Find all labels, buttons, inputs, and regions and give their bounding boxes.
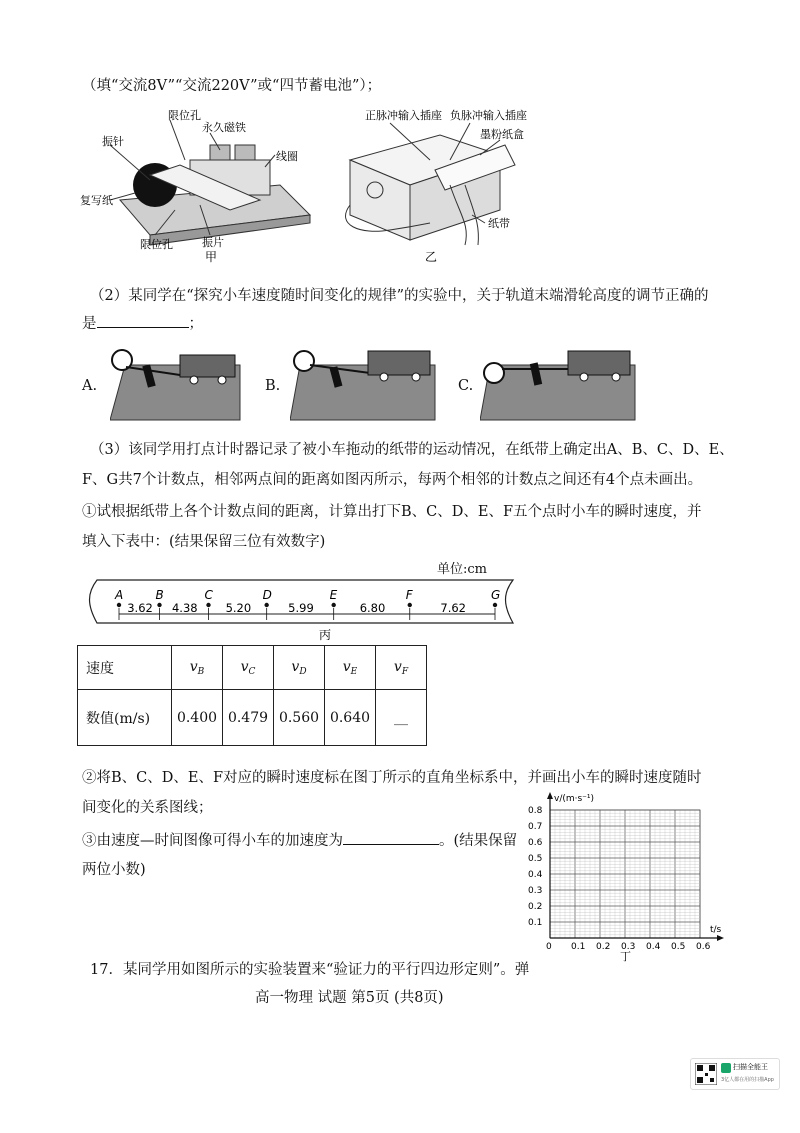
fill-instruction: （填“交流8V”“交流220V”或“四节蓄电池”）； bbox=[82, 78, 382, 94]
q3-line1: （3）该同学用打点计时器记录了被小车拖动的纸带的运动情况，在纸带上确定出A、B、C、D、E、 bbox=[90, 442, 734, 458]
tape-point-label-E: E bbox=[329, 588, 338, 602]
q17-text: 17．某同学用如图所示的实验装置来“验证力的平行四边形定则”。弹 bbox=[90, 962, 530, 978]
x-tick-2: 0.2 bbox=[596, 942, 611, 952]
q3-line2: F、G共7个计数点，相邻两点间的距离如图丙所示，每两个相邻的计数点之间还有4个点未画出。 bbox=[82, 472, 703, 488]
tape-point-label-F: F bbox=[405, 588, 413, 602]
y-tick-3: 0.5 bbox=[528, 854, 543, 864]
y-axis-label: v/(m·s⁻¹) bbox=[554, 794, 595, 804]
velocity-table bbox=[77, 645, 427, 746]
q2-blank[interactable] bbox=[97, 313, 189, 328]
header-vc: $v_C$ bbox=[223, 646, 274, 690]
label-carbon-paper: 复写纸 bbox=[80, 194, 113, 207]
q3-part3-suffix: 。(结果保留 bbox=[439, 833, 518, 849]
figure-jia bbox=[80, 105, 320, 265]
watermark-title: 扫描全能王 bbox=[733, 1063, 768, 1071]
tape-point-A bbox=[117, 603, 121, 607]
label-magnet: 永久磁铁 bbox=[202, 121, 246, 134]
tape-point-G bbox=[493, 603, 497, 607]
figure-bing-tape bbox=[85, 575, 525, 645]
tape-marks bbox=[114, 588, 500, 620]
tape-distance-5: 7.62 bbox=[440, 601, 466, 615]
tape-point-label-B: B bbox=[155, 588, 164, 602]
tape-point-F bbox=[408, 603, 412, 607]
caption-yi: 乙 bbox=[425, 250, 438, 264]
label-paper-tape: 纸带 bbox=[488, 217, 510, 230]
tape-unit-label: 单位:cm bbox=[437, 562, 487, 577]
x-tick-5: 0.5 bbox=[671, 942, 686, 952]
header-vb: $v_B$ bbox=[172, 646, 223, 690]
tape-distance-2: 5.20 bbox=[225, 601, 252, 615]
x-tick-6: 0.6 bbox=[696, 942, 711, 952]
q3-part3-prefix: ③由速度—时间图像可得小车的加速度为 bbox=[82, 833, 343, 849]
q3-part3-line bbox=[82, 830, 517, 851]
q3-part3-line2: 两位小数) bbox=[82, 862, 146, 878]
table-row-header bbox=[78, 646, 427, 690]
y-tick-0: 0.8 bbox=[528, 806, 543, 816]
option-c-label: C. bbox=[458, 378, 474, 394]
y-tick-1: 0.7 bbox=[528, 822, 543, 832]
x-axis-label: t/s bbox=[710, 925, 722, 935]
label-negative-socket: 负脉冲输入插座 bbox=[450, 109, 527, 122]
table-row-values bbox=[78, 690, 427, 746]
figure-yi bbox=[330, 105, 540, 265]
option-b-label: B. bbox=[265, 378, 281, 394]
label-coil: 线圈 bbox=[276, 150, 298, 163]
value-ve: 0.640 bbox=[325, 690, 376, 746]
option-c-figure bbox=[480, 345, 640, 423]
q3-line3: ①试根据纸带上各个计数点间的距离，计算出打下B、C、D、E、F五个点时小车的瞬时速度，并 bbox=[82, 504, 702, 520]
value-vc: 0.479 bbox=[223, 690, 274, 746]
y-tick-7: 0.1 bbox=[528, 918, 543, 928]
y-tick-2: 0.6 bbox=[528, 838, 543, 848]
value-vd: 0.560 bbox=[274, 690, 325, 746]
q2-suffix: ； bbox=[188, 316, 203, 332]
figure-ding-graph bbox=[520, 788, 730, 963]
value-vf[interactable]: __ bbox=[376, 690, 427, 746]
q3-part2-line1: ②将B、C、D、E、F对应的瞬时速度标在图丁所示的直角坐标系中，并画出小车的瞬时速度随时 bbox=[82, 770, 702, 786]
x-tick-4: 0.4 bbox=[646, 942, 661, 952]
y-axis-arrow-icon bbox=[547, 792, 553, 799]
tape-point-label-C: C bbox=[204, 588, 213, 602]
option-a-figure bbox=[110, 345, 245, 423]
tape-point-label-A: A bbox=[115, 588, 124, 602]
table-header-value: 数值(m/s) bbox=[78, 690, 172, 746]
label-xianweikong-bottom: 限位孔 bbox=[140, 238, 173, 251]
y-tick-6: 0.2 bbox=[528, 902, 543, 912]
label-toner-box: 墨粉纸盒 bbox=[480, 128, 524, 141]
value-vb: 0.400 bbox=[172, 690, 223, 746]
tape-distance-3: 5.99 bbox=[288, 601, 314, 615]
tape-point-E bbox=[331, 603, 335, 607]
tape-point-C bbox=[206, 603, 210, 607]
graph-grid bbox=[550, 810, 700, 938]
qr-code-icon bbox=[695, 1063, 717, 1085]
caption-bing: 丙 bbox=[319, 628, 332, 642]
q3-part2-line2: 间变化的关系图线； bbox=[82, 800, 213, 816]
y-tick-4: 0.4 bbox=[528, 870, 543, 880]
header-ve: $v_E$ bbox=[325, 646, 376, 690]
q2-text: （2）某同学在“探究小车速度随时间变化的规律”的实验中，关于轨道末端滑轮高度的调节正确的 bbox=[90, 288, 709, 304]
option-b-figure bbox=[290, 345, 440, 423]
graph-ticks bbox=[528, 806, 711, 952]
x-tick-3: 0.3 bbox=[621, 942, 636, 952]
camscanner-badge bbox=[690, 1058, 780, 1090]
tape-distance-0: 3.62 bbox=[127, 601, 153, 615]
tape-distance-1: 4.38 bbox=[171, 601, 198, 615]
label-zhenzhen: 振针 bbox=[102, 135, 124, 148]
x-tick-0: 0 bbox=[546, 942, 552, 952]
option-a-label: A. bbox=[82, 378, 98, 394]
x-axis-arrow-icon bbox=[717, 935, 724, 941]
tape-point-D bbox=[264, 603, 268, 607]
label-xianweikong-top: 限位孔 bbox=[168, 109, 201, 122]
header-vf: $v_F$ bbox=[376, 646, 427, 690]
q2-prefix: 是 bbox=[82, 316, 97, 332]
x-tick-1: 0.1 bbox=[571, 942, 586, 952]
caption-jia: 甲 bbox=[205, 250, 218, 264]
tape-point-label-D: D bbox=[262, 588, 272, 602]
header-vd: $v_D$ bbox=[274, 646, 325, 690]
table-header-speed: 速度 bbox=[78, 646, 172, 690]
tape-point-label-G: G bbox=[491, 588, 501, 602]
page-footer: 高一物理 试题 第5页 (共8页) bbox=[255, 990, 444, 1006]
watermark-subtitle: 3亿人都在用的扫描App bbox=[721, 1077, 774, 1083]
acceleration-blank[interactable] bbox=[343, 830, 439, 845]
q2-answer-line bbox=[82, 313, 203, 334]
y-tick-5: 0.3 bbox=[528, 886, 543, 896]
label-positive-socket: 正脉冲输入插座 bbox=[365, 109, 442, 122]
label-vibrating-plate: 振片 bbox=[202, 236, 224, 249]
caption-ding: 丁 bbox=[620, 950, 631, 963]
tape-distance-4: 6.80 bbox=[359, 601, 386, 615]
q3-line4: 填入下表中：(结果保留三位有效数字) bbox=[82, 534, 326, 550]
tape-point-B bbox=[157, 603, 161, 607]
camscanner-logo-icon bbox=[721, 1063, 731, 1073]
